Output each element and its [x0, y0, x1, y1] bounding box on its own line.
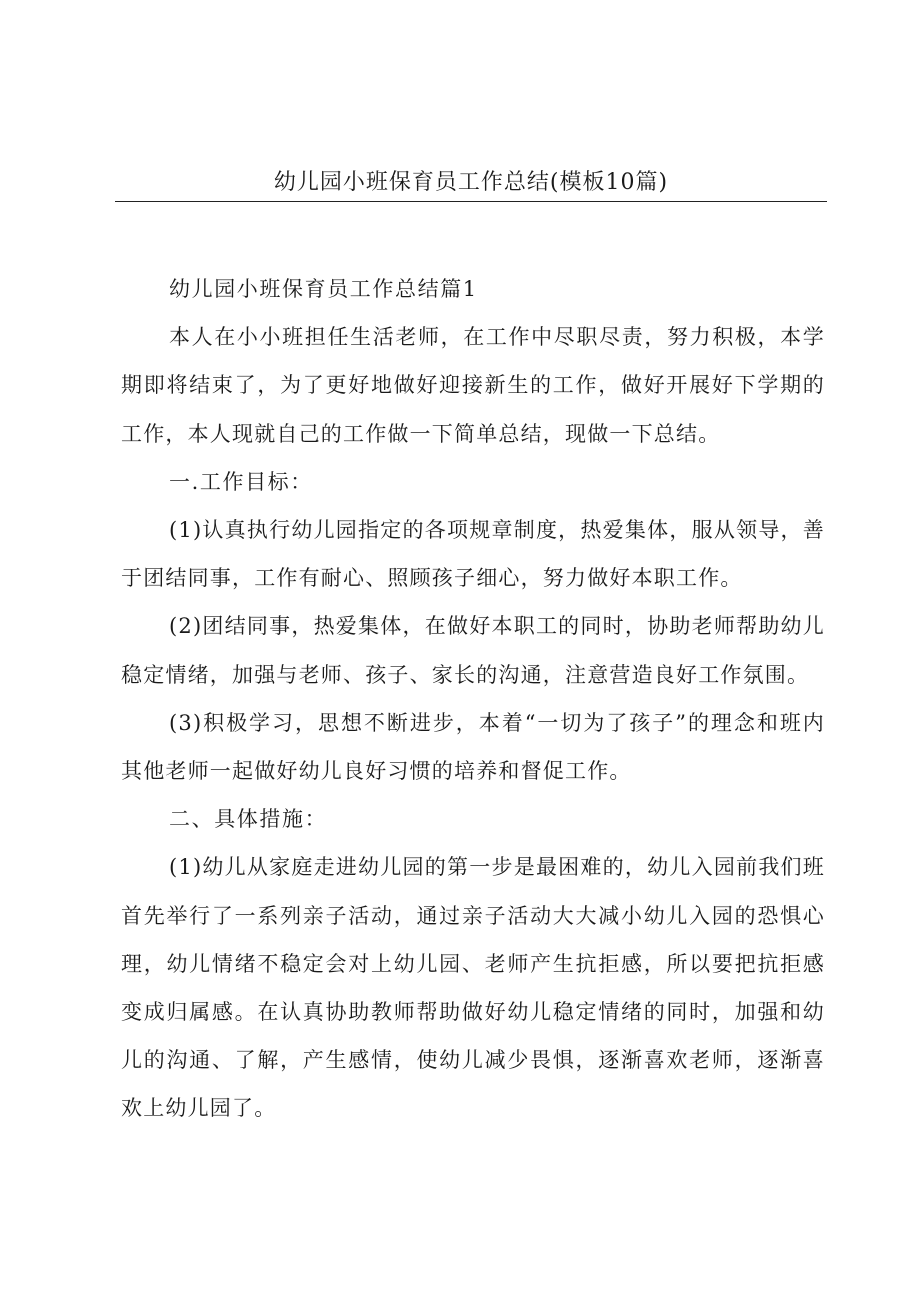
goal-item-2: (2)团结同事，热爱集体，在做好本职工的同时，协助老师帮助幼儿稳定情绪，加强与老师、孩子、家长的沟通，注意营造良好工作氛围。 [121, 614, 825, 687]
title-underline [115, 201, 827, 202]
section-heading: 幼儿园小班保育员工作总结篇1 [169, 277, 478, 301]
measures-heading: 二、具体措施： [169, 807, 328, 832]
intro-paragraph: 本人在小小班担任生活老师，在工作中尽职尽责，努力积极，本学期即将结束了，为了更好地做好迎接新生的工作，做好开展好下学期的工作，本人现就自己的工作做一下简单总结，现做一下总结。 [121, 325, 825, 446]
goal-item-1: (1)认真执行幼儿园指定的各项规章制度，热爱集体，服从领导，善于团结同事，工作有耐心、照顾孩子细心，努力做好本职工作。 [121, 518, 825, 591]
document-title: 幼儿园小班保育员工作总结(模板10篇) [273, 170, 669, 195]
measure-item-1: (1)幼儿从家庭走进幼儿园的第一步是最困难的，幼儿入园前我们班首先举行了一系列亲子活动，通过亲子活动大大减小幼儿入园的恐惧心理，幼儿情绪不稳定会对上幼儿园、老师产生抗拒感，所以要把抗拒感变成归属感。在认真协助教师帮助做好幼儿稳定情绪的同时，加强和幼儿的沟通、了解，产生感情，使幼儿减少畏惧，逐渐喜欢老师，逐渐喜欢上幼儿园了。 [121, 855, 825, 1121]
goal-item-3: (3)积极学习，思想不断进步，本着“一切为了孩子”的理念和班内其他老师一起做好幼儿良好习惯的培养和督促工作。 [121, 710, 825, 784]
goals-heading: 一.工作目标： [169, 469, 313, 494]
document-body [121, 265, 825, 1133]
